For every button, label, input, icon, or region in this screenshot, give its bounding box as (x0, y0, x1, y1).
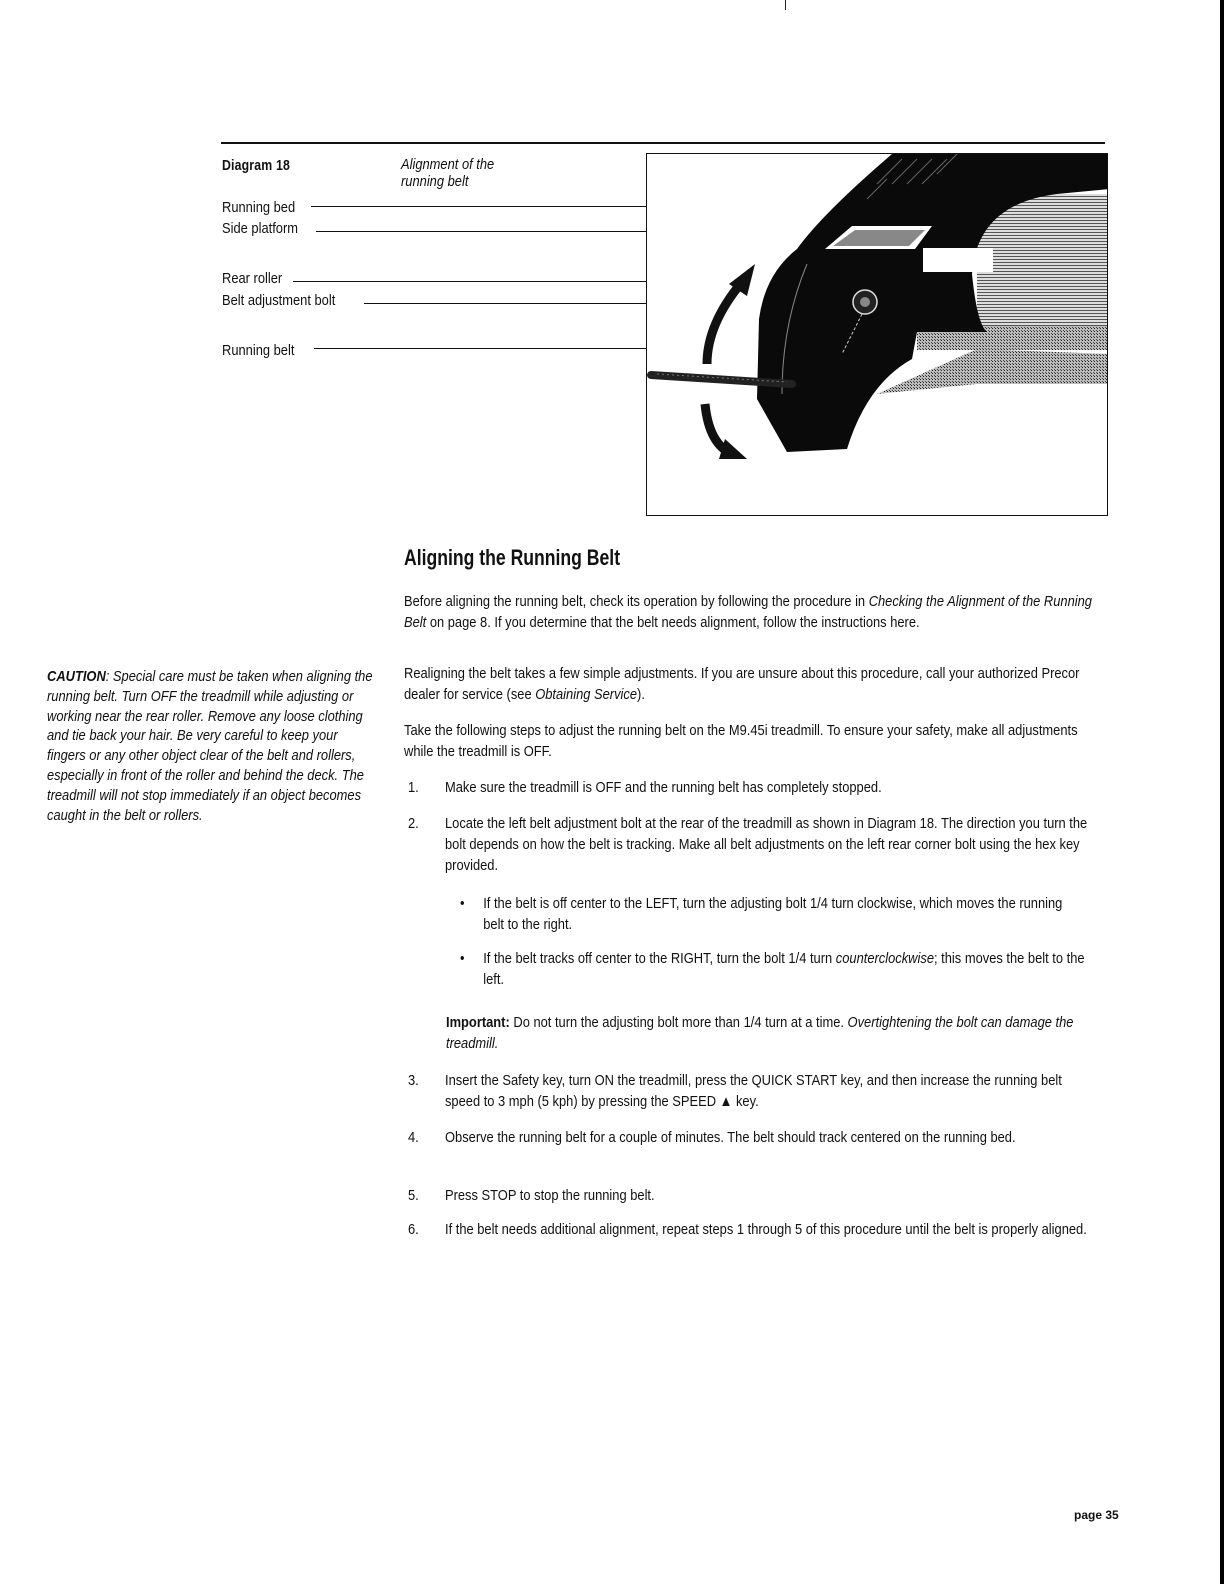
important-text: Do not turn the adjusting bolt more than 1/4 turn at a time. (509, 1014, 848, 1031)
step-text: If the belt needs additional alignment, repeat steps 1 through 5 of this procedure until the belt is properly aligned. (444, 1221, 1087, 1238)
step-number: 1. (408, 779, 419, 796)
bullet-text-start: If the belt tracks off center to the RIGHT, turn the bolt 1/4 turn (483, 950, 836, 967)
step-text: Locate the left belt adjustment bolt at the rear of the treadmill as shown in Diagram 18. The direction you turn the bolt depends on how the belt is tracking. Make all belt adjustments on the left rear corner bolt using the hex key provided. (444, 815, 1088, 874)
scan-edge-bar (1220, 0, 1224, 1584)
page-number: page 35 (1074, 1508, 1119, 1522)
intro-text: Before aligning the running belt, check its operation by following the procedure in (404, 593, 869, 610)
step-text: Observe the running belt for a couple of minutes. The belt should track centered on the running bed. (444, 1129, 1016, 1146)
bullet-icon: • (460, 950, 465, 967)
step-number: 5. (408, 1187, 419, 1204)
top-rule (221, 142, 1105, 144)
label-running-belt: Running belt (222, 342, 295, 359)
diagram-figure (646, 153, 1108, 516)
diagram-caption-line1: Alignment of the (401, 156, 495, 173)
registration-mark (785, 0, 786, 10)
cross-reference-checking-alignment[interactable]: Checking the Alignment of the Running Belt (404, 593, 1092, 631)
step-text: Insert the Safety key, turn ON the treadmill, press the QUICK START key, and then increase the running belt speed to 3 mph (5 kph) by pressing the SPEED ▲ key. (444, 1072, 1062, 1110)
label-belt-adjustment-bolt: Belt adjustment bolt (222, 292, 336, 309)
caution-label: CAUTION (47, 668, 106, 685)
step-text: Make sure the treadmill is OFF and the running belt has completely stopped. (444, 779, 882, 796)
realign-text-end: ). (637, 686, 645, 703)
realign-text: Realigning the belt takes a few simple adjustments. If you are unsure about this procedure, call your authorized Precor dealer for service (see (404, 665, 1080, 703)
realign-paragraph (404, 663, 1092, 705)
intro-text-end: on page 8. If you determine that the belt needs alignment, follow the instructions here. (426, 614, 920, 631)
intro-paragraph (404, 591, 1092, 633)
bullet-emphasis: counterclockwise (835, 950, 934, 967)
step-text: Press STOP to stop the running belt. (444, 1187, 655, 1204)
step-number: 6. (408, 1221, 419, 1238)
label-running-bed: Running bed (222, 199, 296, 216)
caution-text: : Special care must be taken when aligning the running belt. Turn OFF the treadmill while adjusting or working near the rear roller. Remove any loose clothing and tie back your hair. Be very careful to keep your fingers or any other object clear of the belt and rollers, especially in front of the roller and behind the deck. The treadmill will not stop immediately if an object becomes caught in the belt or rollers. (47, 668, 373, 824)
cross-reference-obtaining-service[interactable]: Obtaining Service (535, 686, 638, 703)
bullet-text (483, 948, 1085, 990)
bullet-text-end: ; this moves the belt to the left. (483, 950, 1085, 988)
important-emphasis: Overtightening the bolt can damage the treadmill. (446, 1014, 1074, 1052)
step-number: 4. (408, 1129, 419, 1146)
diagram-caption (401, 156, 494, 190)
treadmill-rear-illustration (647, 154, 1108, 516)
label-side-platform: Side platform (222, 220, 299, 237)
label-rear-roller: Rear roller (222, 270, 283, 287)
diagram-caption-line2: running belt (401, 173, 469, 190)
caution-note (47, 667, 374, 825)
bullet-icon: • (460, 895, 465, 912)
diagram-title: Diagram 18 (222, 157, 290, 174)
section-title: Aligning the Running Belt (404, 545, 621, 570)
important-label: Important: (446, 1014, 510, 1031)
steps-intro-paragraph: Take the following steps to adjust the running belt on the M9.45i treadmill. To ensure your safety, make all adjustments while the treadmill is OFF. (404, 722, 1078, 760)
step-number: 2. (408, 815, 419, 832)
important-note (446, 1012, 1108, 1054)
step-number: 3. (408, 1072, 419, 1089)
bullet-text: If the belt is off center to the LEFT, turn the adjusting bolt 1/4 turn clockwise, which moves the running belt to the right. (483, 895, 1063, 933)
